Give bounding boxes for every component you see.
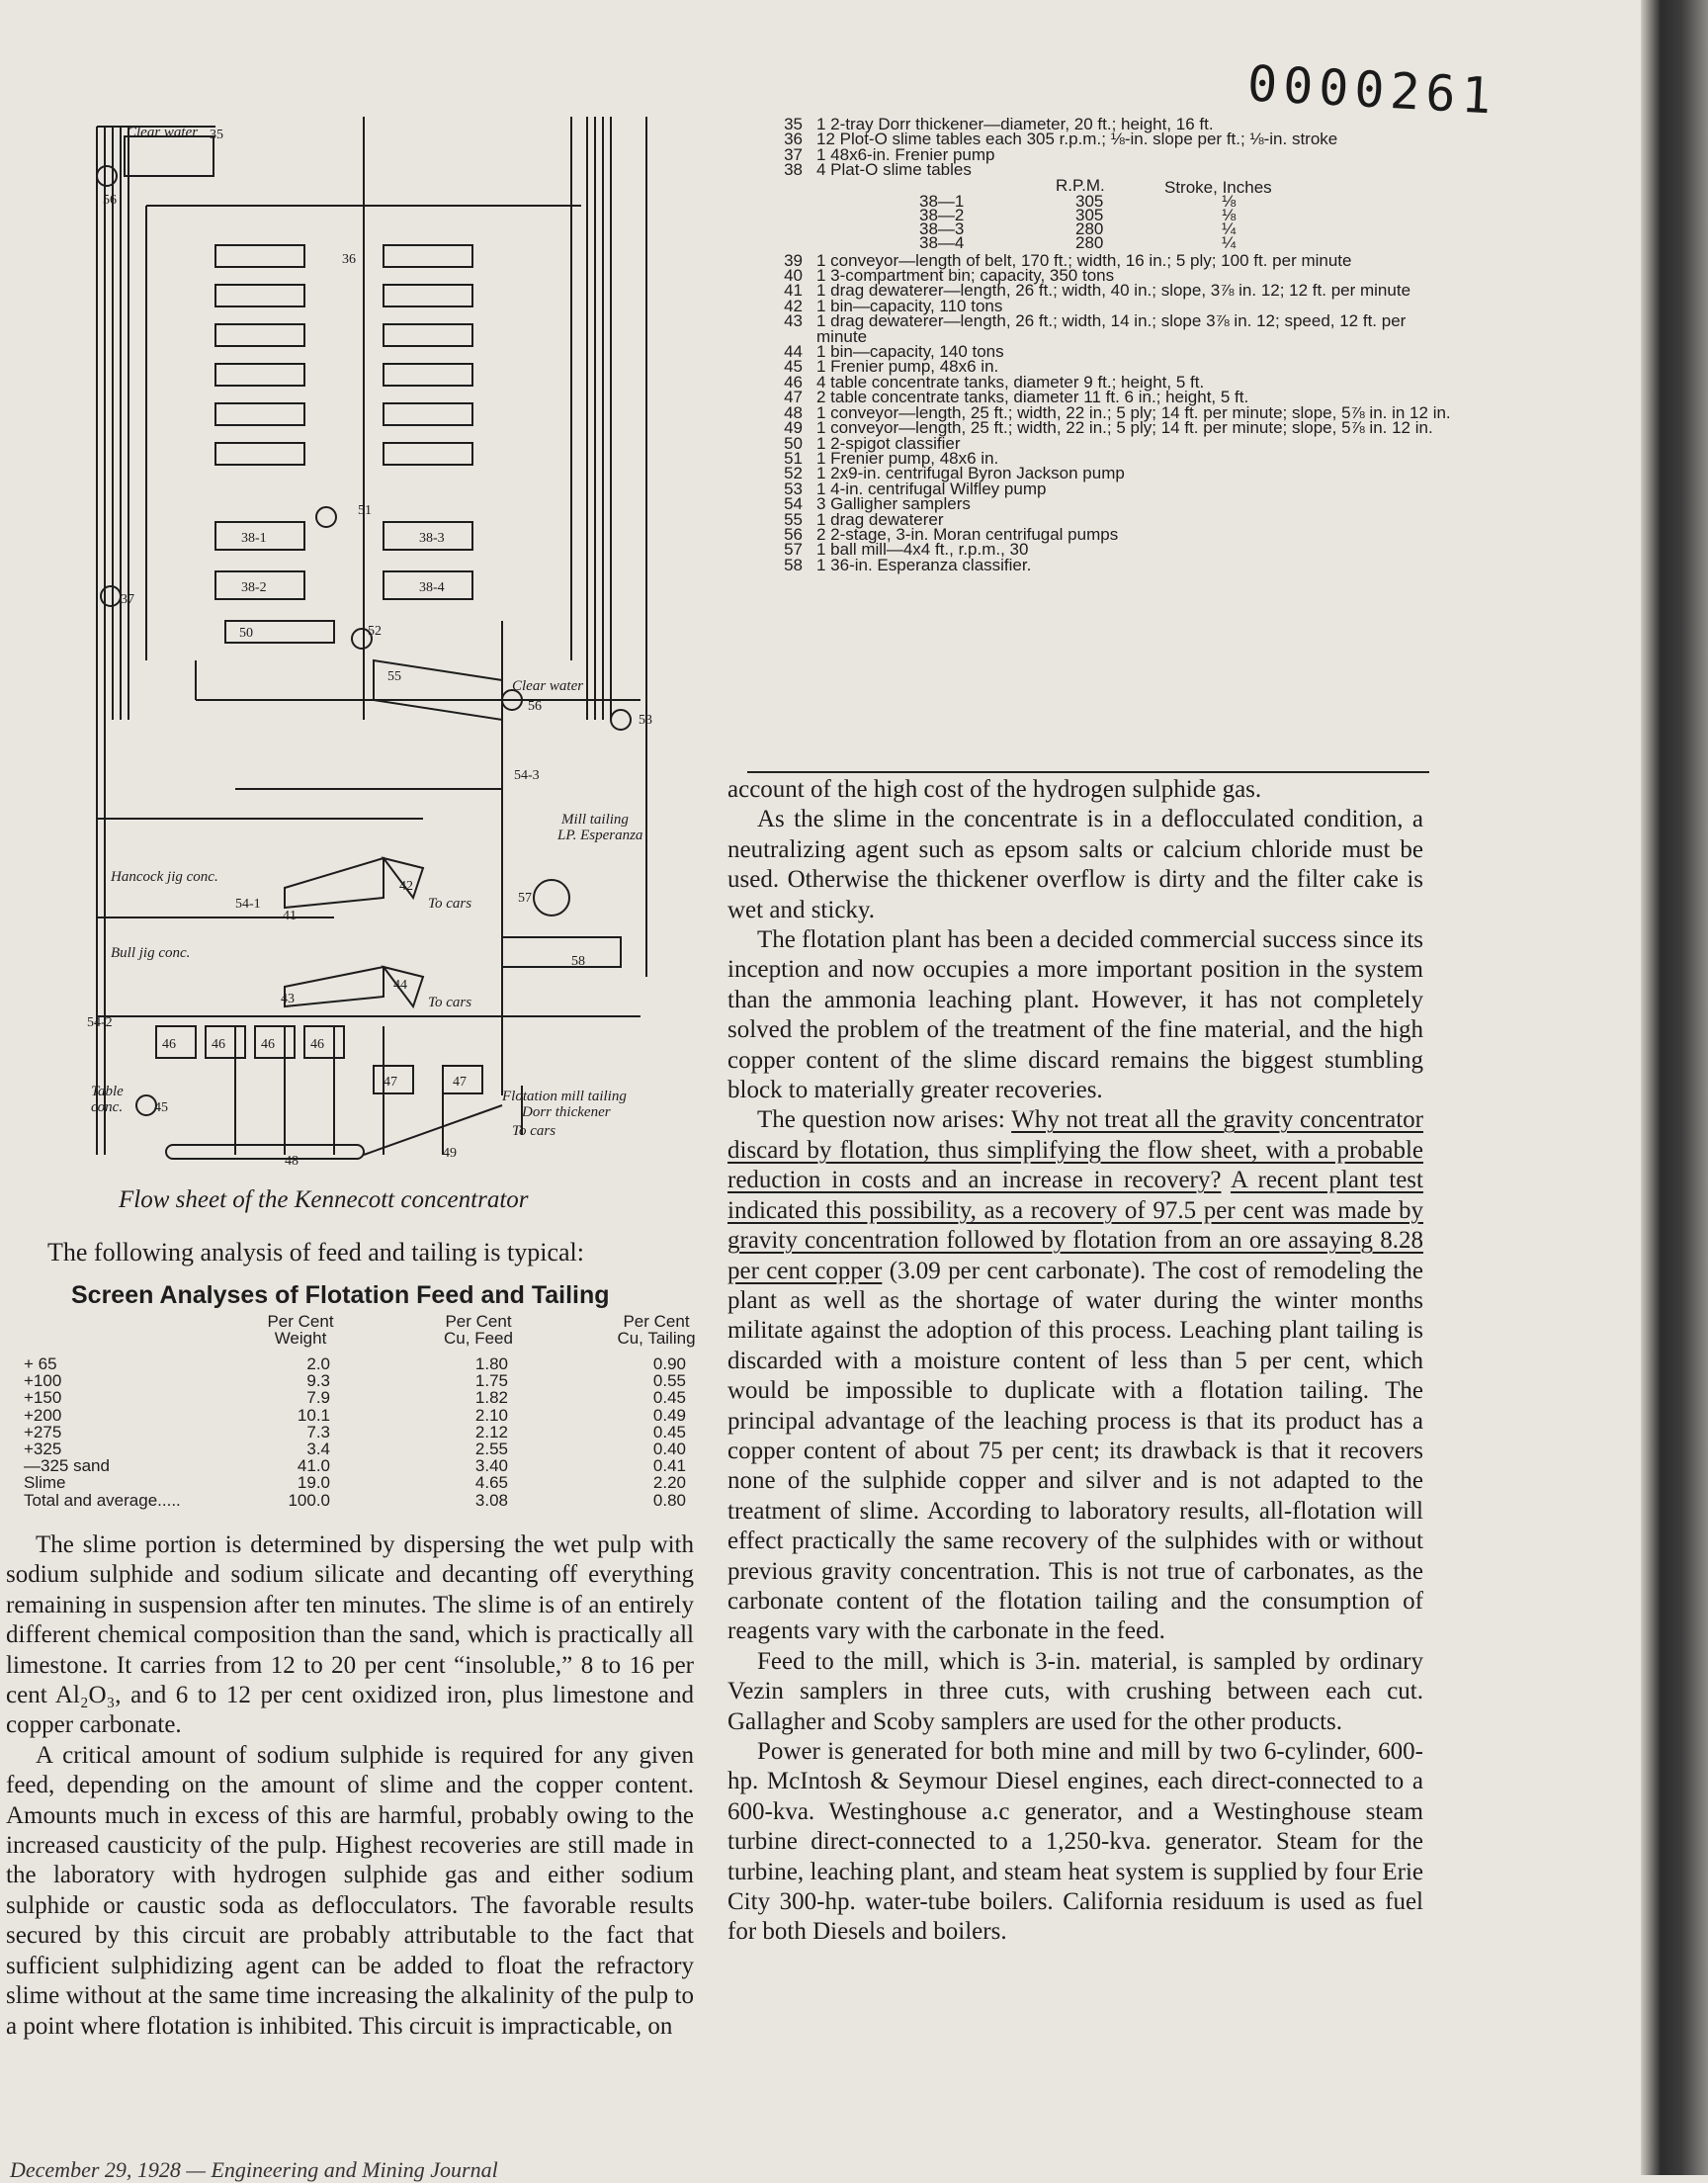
equipment-description: 2 table concentrate tanks, diameter 11 ft. 6 in.; height, 5 ft. (816, 388, 1249, 407)
row-cu-feed: 1.75 (474, 1371, 508, 1391)
speed-stroke: ⅛ (1222, 191, 1237, 211)
equipment-number: 37 (784, 144, 803, 164)
label-flotation-tailing: Flotation mill tailing (502, 1089, 627, 1104)
flow-number-label: 57 (518, 891, 532, 906)
row-cu-feed: 4.65 (474, 1473, 508, 1493)
equipment-description: 1 2-tray Dorr thickener—diameter, 20 ft.; height, 16 ft. (816, 115, 1214, 133)
question-lead: The question now arises: (757, 1106, 1012, 1134)
row-cu-tailing: 0.40 (652, 1439, 686, 1458)
equipment-description: 1 conveyor—length, 25 ft.; width, 22 in.; 5 ply; 14 ft. per minute; slope, 5⅞ in. 12 in. (816, 418, 1433, 438)
equipment-description: 1 Frenier pump, 48x6 in. (816, 357, 999, 377)
row-cu-feed: 1.82 (474, 1388, 508, 1408)
row-cu-tailing: 2.20 (652, 1473, 686, 1493)
table-total-row (24, 1491, 716, 1532)
row-weight: 3.4 (306, 1439, 330, 1458)
equipment-description: 1 conveyor—length of belt, 170 ft.; width, 16 in.; 5 ply; 100 ft. per minute (816, 250, 1352, 270)
equipment-number: 36 (784, 130, 803, 149)
row-cu-feed: 3.40 (474, 1456, 508, 1476)
equipment-description: 3 Galligher samplers (816, 494, 971, 514)
speed-rpm: 280 (1075, 218, 1104, 238)
flow-number-label: 52 (368, 624, 382, 639)
flow-number-label: 54-3 (514, 768, 540, 783)
label-to-cars-1: To cars (428, 896, 472, 912)
equipment-number: 45 (784, 357, 803, 377)
flow-number-label: 58 (571, 954, 585, 969)
label-table: Table (91, 1084, 124, 1099)
equipment-description: 1 drag dewaterer—length, 26 ft.; width, 40 in.; slope, 3⅞ in. 12; 12 ft. per minute (816, 281, 1411, 301)
row-label: —325 sand (24, 1456, 110, 1476)
table-row (24, 1456, 716, 1476)
label-dorr-thickener: Dorr thickener (522, 1104, 611, 1120)
flow-number-label: 56 (103, 193, 117, 208)
row-cu-tailing: 0.90 (652, 1354, 686, 1373)
paragraph-question (727, 1105, 1423, 1646)
equipment-number: 41 (784, 281, 803, 301)
equipment-description: 12 Plot-O slime tables each 305 r.p.m.; ⅛-in. slope per ft.; ⅛-in. stroke (816, 130, 1338, 149)
flow-number-label: 38-1 (241, 531, 267, 546)
equipment-description: 1 4-in. centrifugal Wilfley pump (816, 479, 1047, 498)
equipment-description: 1 2x9-in. centrifugal Byron Jackson pump (816, 464, 1125, 483)
flow-number-label: 47 (384, 1075, 397, 1090)
flow-number-label: 36 (342, 252, 356, 267)
table-title: Screen Analyses of Flotation Feed and Tailing (71, 1281, 610, 1309)
flow-number-label: 54-1 (235, 897, 261, 912)
row-cu-tailing: 0.55 (652, 1371, 686, 1391)
flow-number-label: 44 (393, 978, 407, 993)
paragraph-feed: Feed to the mill, which is 3-in. material, is sampled by ordinary Vezin samplers in three cuts, with crushing between each cut. Gallagher and Scoby samplers are used for the other products. (727, 1647, 1423, 1735)
speed-rpm: 280 (1075, 232, 1104, 252)
paragraph-flotation-plant: The flotation plant has been a decided commercial success since its inception and now occupies a more important position in the system than the ammonia leaching plant. However, it has not completely solved the problem of the treatment of the fine material, and the high copper content of the slime discard remains the biggest stumbling block to materially greater recoveries. (727, 926, 1423, 1104)
speed-stroke: ¼ (1222, 218, 1237, 238)
flow-number-label: 46 (261, 1037, 275, 1052)
speed-table-id: 38—2 (919, 205, 965, 224)
equipment-number: 53 (784, 479, 803, 498)
label-to-cars-3: To cars (512, 1123, 556, 1139)
equipment-number: 39 (784, 250, 803, 270)
paragraph-power: Power is generated for both mine and mill by two 6-cylinder, 600-hp. McIntosh & Seymour Diesel engines, each direct-connected to a 600-kva. Westinghouse a.c generator, and a Westinghouse steam turbine direct-connected to a 1,250-kva. generator. Steam for the turbine, leaching plant, and steam heat system is supplied by four Erie City 300-hp. water-tube boilers. California residuum is used as fuel for both Diesels and boilers. (727, 1738, 1423, 1946)
equipment-list (761, 117, 1453, 572)
plant-test-highlight: A recent plant test indicated this possibility, as a recovery of 97.5 per cent was made by gravity concentration followed by flotation from an ore assaying 8.28 per cent copper (727, 1167, 1423, 1284)
flow-number-label: 43 (281, 992, 295, 1006)
flow-number-label: 56 (528, 699, 542, 714)
equipment-number: 35 (784, 115, 803, 133)
speed-table-id: 38—4 (919, 232, 965, 252)
label-to-cars-2: To cars (428, 995, 472, 1010)
equipment-number: 43 (784, 311, 803, 331)
table-rows (24, 1354, 716, 1491)
right-column-text (727, 775, 1423, 1948)
page-stamp: 0000261 (1245, 54, 1499, 126)
equipment-description: 1 2-spigot classifier (816, 433, 961, 453)
speed-rpm: 305 (1075, 205, 1104, 224)
space (1221, 1167, 1230, 1193)
flow-number-label: 51 (358, 503, 372, 518)
table-row (24, 1371, 716, 1391)
row-label: +200 (24, 1405, 62, 1425)
equipment-number: 40 (784, 266, 803, 286)
equipment-description: 1 bin—capacity, 110 tons (816, 296, 1003, 315)
equipment-description: 1 bin—capacity, 140 tons (816, 342, 1004, 362)
flow-number-label: 53 (639, 713, 652, 728)
flow-number-label: 45 (154, 1100, 168, 1115)
equipment-description: 1 Frenier pump, 48x6 in. (816, 448, 999, 468)
speed-table-id: 38—3 (919, 218, 965, 238)
flow-number-label: 37 (121, 592, 134, 607)
equipment-item (761, 160, 1453, 180)
row-label: +150 (24, 1388, 62, 1408)
equipment-description: 1 36-in. Esperanza classifier. (816, 555, 1032, 574)
left-column-text (6, 1530, 694, 2042)
slime-table-speeds (761, 175, 1453, 253)
flow-number-label: 46 (212, 1037, 225, 1052)
table-header (24, 1313, 716, 1354)
flow-number-label: 54-2 (87, 1015, 113, 1030)
speed-stroke: ⅛ (1222, 205, 1237, 224)
row-weight: 9.3 (306, 1371, 330, 1391)
equipment-description: 1 ball mill—4x4 ft., r.p.m., 30 (816, 540, 1029, 560)
total-cu-tailing: 0.80 (652, 1490, 686, 1510)
flow-number-label: 38-3 (419, 531, 445, 546)
label-clear-water-2: Clear water (512, 678, 584, 694)
row-cu-feed: 2.12 (474, 1422, 508, 1441)
equipment-number: 42 (784, 296, 803, 315)
label-table-conc: conc. (91, 1099, 124, 1115)
section-rule (747, 771, 1429, 773)
table-row (24, 1473, 716, 1493)
equipment-description: 1 drag dewaterer—length, 26 ft.; width, 14 in.; slope 3⅞ in. 12; speed, 12 ft. per minute (816, 311, 1407, 346)
flow-number-label: 46 (162, 1037, 176, 1052)
paragraph-deflocculated: As the slime in the concentrate is in a deflocculated condition, a neutralizing agent such as epsom salts or calcium chloride must be used. Otherwise the thickener overflow is dirty and the filter cake is wet and sticky. (727, 806, 1423, 923)
table-row (24, 1423, 716, 1440)
header-weight: Per Cent Weight (267, 1312, 334, 1348)
flow-number-label: 49 (443, 1146, 457, 1161)
equipment-number: 49 (784, 418, 803, 438)
equipment-number: 58 (784, 555, 803, 574)
flow-number-label: 55 (387, 669, 401, 684)
flow-number-label: 41 (283, 909, 297, 923)
equipment-description: 1 drag dewaterer (816, 509, 944, 529)
label-mill-tailing: Mill tailing (561, 812, 629, 828)
flow-number-label: 47 (453, 1075, 467, 1090)
speed-rpm: 305 (1075, 191, 1104, 211)
flow-sheet-caption: Flow sheet of the Kennecott concentrator (119, 1186, 529, 1213)
paragraph-hydrogen-sulphide: account of the high cost of the hydrogen sulphide gas. (727, 776, 1262, 803)
equipment-number: 48 (784, 402, 803, 422)
equipment-item (761, 555, 1453, 574)
row-label: +275 (24, 1422, 62, 1441)
header-cu-feed: Per Cent Cu, Feed (444, 1312, 513, 1348)
paragraph-slime-portion: The slime portion is determined by dispersing the wet pulp with sodium sulphide and sodium silicate and decanting off everything remaining in suspension after ten minutes. The slime is of an entirely different chemical composition than the sand, which is practically all limestone. It carries from 12 to 20 per cent “insoluble,” 8 to 16 per cent Al₂O₃, and 6 to 12 per cent oxidized iron, plus limestone and copper carbonate. (6, 1531, 694, 1739)
table-row (24, 1440, 716, 1456)
flow-number-label: 38-2 (241, 580, 267, 595)
page-footer: December 29, 1928 — Engineering and Mining Journal (10, 2157, 498, 2182)
table-row (24, 1388, 716, 1408)
paragraph-sodium-sulphide: A critical amount of sodium sulphide is required for any given feed, depending on the amount of slime and the copper content. Amounts much in excess of this are harmful, probably owing to the increased causticity of the pulp. Highest recoveries are still made in the laboratory with hydrogen sulphide gas and either sodium sulphide or caustic soda as deflocculators. The favorable results secured by this circuit are probably attributable to the fact that sufficient sulphidizing agent can be added to float the refractory slime without at the same time increasing the alkalinity of the pulp to a point where flotation is inhibited. This circuit is impracticable, on (6, 1741, 694, 2040)
row-weight: 7.9 (306, 1388, 330, 1408)
row-cu-feed: 2.55 (474, 1439, 508, 1458)
equipment-number: 47 (784, 388, 803, 407)
table-row (24, 1406, 716, 1423)
equipment-description: 2 2-stage, 3-in. Moran centrifugal pumps (816, 524, 1119, 544)
equipment-item (761, 313, 1453, 344)
row-label: + 65 (24, 1354, 57, 1373)
row-label: Slime (24, 1473, 66, 1493)
flow-number-label: 48 (285, 1154, 299, 1165)
total-cu-feed: 3.08 (474, 1490, 508, 1510)
flow-number-label: 35 (210, 128, 223, 142)
equipment-number: 52 (784, 464, 803, 483)
row-weight: 10.1 (297, 1405, 330, 1425)
speed-header-rpm: R.P.M. (1056, 175, 1105, 195)
label-esperanza: LP. Esperanza (557, 828, 643, 843)
page-edge-shadow (1641, 0, 1708, 2175)
flow-sheet-diagram (87, 107, 680, 1165)
equipment-number: 54 (784, 494, 803, 514)
equipment-description: 1 48x6-in. Frenier pump (816, 144, 995, 164)
label-bull-jig: Bull jig conc. (111, 945, 191, 961)
equipment-number: 44 (784, 342, 803, 362)
row-cu-tailing: 0.49 (652, 1405, 686, 1425)
speed-table-id: 38—1 (919, 191, 965, 211)
row-cu-tailing: 0.41 (652, 1456, 686, 1476)
equipment-description: 4 table concentrate tanks, diameter 9 ft.; height, 5 ft. (816, 372, 1205, 392)
question-highlight: Why not treat all the gravity concentrator discard by flotation, thus simplifying the flow sheet, with a probable reduction in costs and an increase in recovery? (727, 1106, 1423, 1194)
label-clear-water: Clear water (127, 125, 199, 140)
equipment-description: 4 Plat-O slime tables (816, 160, 972, 180)
header-cu-tailing: Per Cent Cu, Tailing (617, 1312, 696, 1348)
equipment-number: 57 (784, 540, 803, 560)
equipment-description: 1 3-compartment bin; capacity, 350 tons (816, 266, 1115, 286)
flow-number-label: 38-4 (419, 580, 445, 595)
total-label: Total and average..... (24, 1490, 181, 1510)
flow-number-label: 50 (239, 626, 253, 641)
equipment-description: 1 conveyor—length, 25 ft.; width, 22 in.; 5 ply; 14 ft. per minute; slope, 5⅞ in. in 12 in. (816, 402, 1451, 422)
label-hancock-jig: Hancock jig conc. (111, 869, 218, 885)
row-weight: 41.0 (297, 1456, 330, 1476)
row-weight: 19.0 (297, 1473, 330, 1493)
equipment-number: 46 (784, 372, 803, 392)
equipment-number: 55 (784, 509, 803, 529)
row-weight: 7.3 (306, 1422, 330, 1441)
question-rest: (3.09 per cent carbonate). The cost of remodeling the plant as well as the shortage of water during the winter months militate against the adoption of this process. Leaching plant tailing is discarded with a moisture content of less than 5 per cent, which would be impossible to duplicate with a flotation tailing. The principal advantage of the leaching process is that its product has a copper content of about 75 per cent; its drawback is that it recovers none of the sulphide copper and silver and is not adapted to the treatment of slime. According to laboratory results, all-flotation will effect practically the same recovery of the sulphides with or without previous gravity concentration. This is not true of carbonates, as the carbonate content of the flotation tailing and the consumption of reagents vary with the carbonate in the feed. (727, 1257, 1424, 1645)
speed-stroke: ¼ (1222, 232, 1237, 252)
row-cu-feed: 2.10 (474, 1405, 508, 1425)
equipment-number: 51 (784, 448, 803, 468)
row-weight: 2.0 (306, 1354, 330, 1373)
flow-number-label: 46 (310, 1037, 324, 1052)
table-row (24, 1354, 716, 1371)
speed-header-stroke: Stroke, Inches (1164, 177, 1272, 197)
row-cu-tailing: 0.45 (652, 1388, 686, 1408)
equipment-number: 56 (784, 524, 803, 544)
flow-number-label: 42 (399, 879, 413, 894)
intro-text: The following analysis of feed and tailing is typical: (47, 1238, 584, 1266)
row-label: +325 (24, 1439, 62, 1458)
equipment-number: 38 (784, 160, 803, 180)
row-cu-feed: 1.80 (474, 1354, 508, 1373)
row-label: +100 (24, 1371, 62, 1391)
total-weight: 100.0 (288, 1490, 330, 1510)
screen-analysis-table (24, 1313, 716, 1532)
row-cu-tailing: 0.45 (652, 1422, 686, 1441)
equipment-number: 50 (784, 433, 803, 453)
